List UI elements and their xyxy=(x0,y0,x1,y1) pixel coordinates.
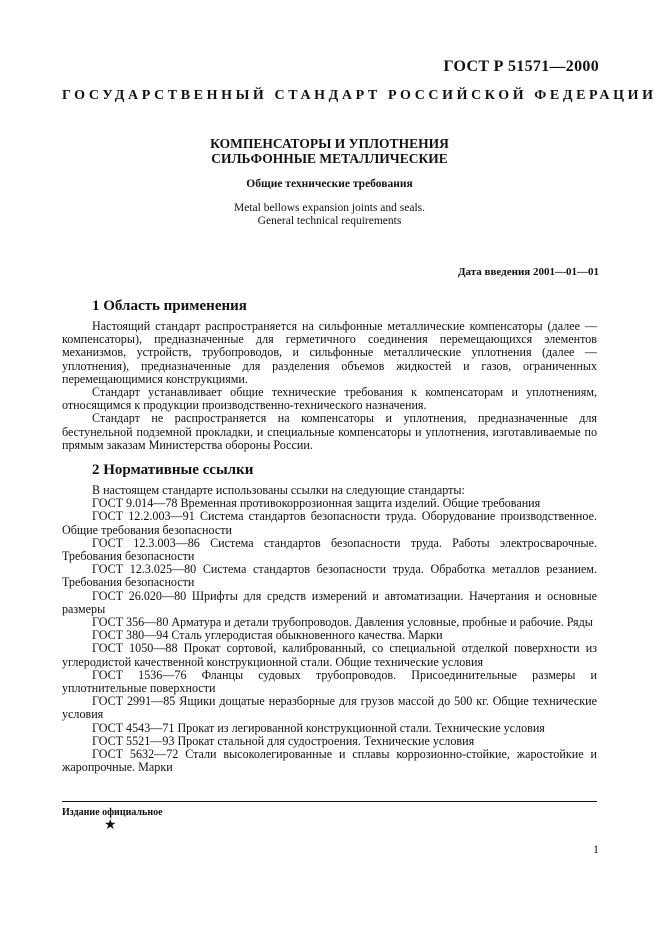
section-1-body xyxy=(62,320,597,452)
introduction-date: Дата введения 2001—01—01 xyxy=(457,266,599,278)
document-number: ГОСТ Р 51571—2000 xyxy=(443,58,599,75)
reference-item: ГОСТ 2991—85 Ящики дощатые неразборные для грузов массой до 500 кг. Общие технические условия xyxy=(62,694,597,722)
reference-item: ГОСТ 380—94 Сталь углеродистая обыкновенного качества. Марки xyxy=(92,628,443,643)
reference-item: ГОСТ 9.014—78 Временная противокоррозионная защита изделий. Общие требования xyxy=(92,496,541,511)
reference-item: ГОСТ 1536—76 Фланцы судовых трубопроводов. Присоединительные размеры и уплотнительные поверхности xyxy=(62,667,597,696)
reference-item: ГОСТ 356—80 Арматура и детали трубопроводов. Давления условные, пробные и рабочие. Ряды xyxy=(92,615,593,630)
title-line-2: СИЛЬФОННЫЕ МЕТАЛЛИЧЕСКИЕ xyxy=(211,151,448,166)
reference-item: ГОСТ 5521—93 Прокат стальной для судостроения. Технические условия xyxy=(92,733,475,748)
title-line-1: КОМПЕНСАТОРЫ И УПЛОТНЕНИЯ xyxy=(210,136,449,151)
title-subtitle: Общие технические требования xyxy=(246,178,413,190)
official-edition-label: Издание официальное xyxy=(62,807,163,818)
section-1-paragraph: Стандарт устанавливает общие технические требования к компенсаторам и уплотнениям, относящимся к продукции производственно-технического назначения. xyxy=(62,385,597,413)
page-number: 1 xyxy=(593,842,599,856)
title-block xyxy=(62,136,597,228)
reference-item: ГОСТ 12.3.003—86 Система стандартов безопасности труда. Работы электросварочные. Требования безопасности xyxy=(62,535,597,564)
reference-item: ГОСТ 5632—72 Стали высоколегированные и сплавы коррозионно-стойкие, жаростойкие и жаропрочные. Марки xyxy=(62,747,597,775)
section-1-heading: 1 Область применения xyxy=(92,298,247,314)
state-standard-banner: ГОСУДАРСТВЕННЫЙ СТАНДАРТ РОССИЙСКОЙ ФЕДЕРАЦИИ xyxy=(62,88,657,103)
section-2-heading: 2 Нормативные ссылки xyxy=(92,462,254,478)
reference-item: ГОСТ 12.3.025—80 Система стандартов безопасности труда. Обработка металлов резанием. Требования безопасности xyxy=(62,562,597,590)
footer-divider xyxy=(62,801,597,802)
reference-item: ГОСТ 1050—88 Прокат сортовой, калиброванный, со специальной отделкой поверхности из углеродистой качественной конструкционной стали. Общие технические условия xyxy=(62,641,597,669)
section-1-paragraph: Стандарт не распространяется на компенсаторы и уплотнения, предназначенные для бестунельной подземной прокладки, и специальные компенсаторы и уплотнения, изготавливаемые по прямым заказам Министерства обороны России. xyxy=(62,411,597,452)
reference-item: ГОСТ 4543—71 Прокат из легированной конструкционной стали. Технические условия xyxy=(92,720,545,735)
reference-item: ГОСТ 26.020—80 Шрифты для средств измерений и автоматизации. Начертания и основные размеры xyxy=(62,588,597,616)
section-1-paragraph: Настоящий стандарт распространяется на сильфонные металлические компенсаторы (далее — компенсаторы), предназначенные для герметичного соединения перемещающихся элементов механизмов, устройств, трубопроводов, и сильфонные металлические уплотнения (далее — уплотнения), предназначенные для разделения объемов жидкостей и газов, ограниченных перемещающимися конструкциями. xyxy=(62,319,597,386)
english-title xyxy=(62,202,597,228)
section-2-body xyxy=(62,484,597,774)
star-icon: ★ xyxy=(104,818,117,833)
english-title-line-1: Metal bellows expansion joints and seals. xyxy=(234,202,425,214)
english-title-line-2: General technical requirements xyxy=(257,215,402,227)
section-2-intro: В настоящем стандарте использованы ссылки на следующие стандарты: xyxy=(92,483,465,497)
reference-item: ГОСТ 12.2.003—91 Система стандартов безопасности труда. Оборудование производственное. Общие требования безопасности xyxy=(62,509,597,537)
